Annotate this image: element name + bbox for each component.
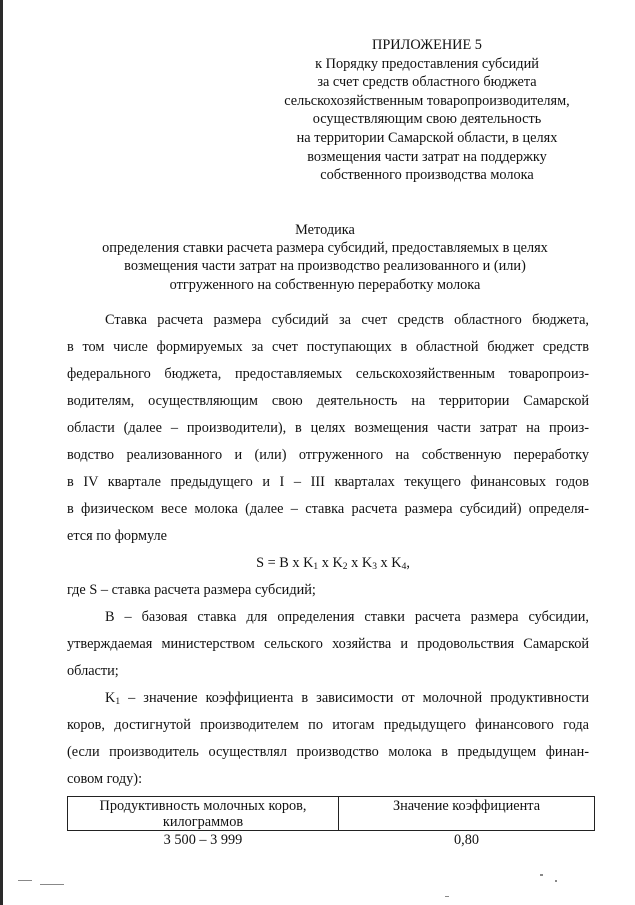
appendix-line: к Порядку предоставления субсидий [315,55,539,72]
k1-sub: 1 [115,697,121,707]
paragraph-line: водство реализованного и (или) отгруженного на собственную переработку [67,447,589,463]
appendix-line: за счет средств областного бюджета [317,74,537,91]
coefficient-table [67,796,595,849]
paragraph-line: коров, достигнутой производителем по итогам предыдущего финансового года [67,717,589,733]
scan-edge [0,0,3,905]
formula-sub: 4 [401,562,407,572]
appendix-header [262,36,592,185]
paragraph-line: совом году): [67,771,143,787]
formula-lhs: S = B x K [256,555,314,571]
formula-sub: 3 [372,562,377,572]
table-header-coefficient: Значение коэффициента [339,797,595,831]
paragraph-line: федерального бюджета, предоставляемых сельскохозяйственным товаропроиз- [67,366,589,382]
formula [67,550,589,577]
formula-sub: 2 [342,562,348,572]
appendix-line: на территории Самарской области, в целях [296,129,558,146]
paragraph-line: B – базовая ставка для определения ставки расчета размера субсидии, [105,609,589,625]
method-heading [50,221,600,294]
method-subtitle-line: определения ставки расчета размера субсидий, предоставляемых в целях [102,240,548,257]
k1-text: – значение коэффициента в зависимости от молочной продуктивности [120,690,589,706]
scan-speck [445,896,449,897]
table-header-productivity: Продуктивность молочных коров, килограммов [68,797,339,831]
scan-speck [40,884,64,885]
appendix-line: возмещения части затрат на поддержку [307,148,547,165]
paragraph-line: в том числе формируемых за счет поступающих в областной бюджет средств [67,339,589,355]
formula-term: x K [351,555,373,571]
paragraph-line: в физическом весе молока (далее – ставка расчета размера субсидий) определя- [67,501,589,517]
method-subtitle-line: отгруженного на собственную переработку молока [169,276,481,293]
appendix-line: осуществляющим свою деятельность [312,111,542,128]
formula-term: x K [380,555,402,571]
k1-symbol: K [105,690,116,706]
document-body [67,307,589,793]
paragraph-line: утверждаемая министерством сельского хозяйства и продовольствия Самарской [67,636,589,652]
table-cell-productivity: 3 500 – 3 999 [163,832,243,848]
paragraph-line: (если производитель осуществлял производство молока в предыдущем финан- [67,744,589,760]
paragraph-line: ется по формуле [67,528,168,544]
method-subtitle-line: возмещения части затрат на производство реализованного и (или) [124,258,526,275]
appendix-line: сельскохозяйственным товаропроизводителям, [284,92,570,109]
paragraph-line: водителям, осуществляющим свою деятельность на территории Самарской [67,393,589,409]
paragraph-line: области; [67,663,119,679]
table-header-row [68,797,595,831]
where-line: где S – ставка расчета размера субсидий; [67,582,316,598]
appendix-title: ПРИЛОЖЕНИЕ 5 [372,37,482,53]
scan-speck [18,880,32,881]
formula-sub: 1 [313,562,319,572]
scan-speck [555,880,557,882]
formula-end: , [406,555,410,571]
paragraph-line: в IV квартале предыдущего и I – III кварталах текущего финансовых годов [67,474,589,490]
method-title: Методика [295,222,355,238]
appendix-line: собственного производства молока [320,167,534,184]
paragraph-line: Ставка расчета размера субсидий за счет средств областного бюджета, [105,312,589,328]
scan-speck [540,874,543,876]
table-row [68,831,595,850]
paragraph-line-k1 [67,685,589,712]
formula-term: x K [321,555,343,571]
paragraph-line: области (далее – производители), в целях возмещения части затрат на произ- [67,420,589,436]
table-cell-coefficient: 0,80 [453,832,480,848]
